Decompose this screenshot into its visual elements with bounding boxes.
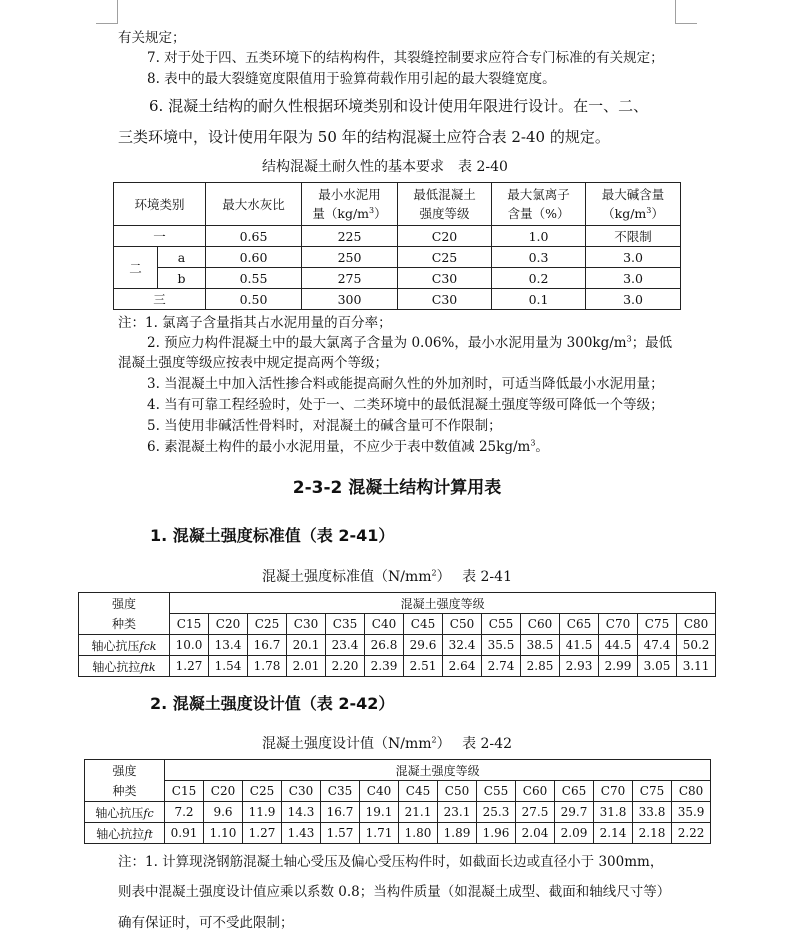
value-cell: 1.80 — [399, 823, 438, 844]
table-header-row — [114, 183, 681, 226]
table-row — [114, 226, 681, 247]
cell-sub: b — [158, 268, 206, 289]
grade-cell: C30 — [287, 614, 326, 635]
table-40 — [113, 182, 681, 310]
table-row — [114, 289, 681, 310]
value-cell: 1.57 — [321, 823, 360, 844]
grade-cell: C35 — [321, 781, 360, 802]
cell-cement: 225 — [302, 226, 398, 247]
corner-top: 强度 — [85, 760, 165, 781]
table-row — [79, 656, 716, 677]
value-cell: 2.39 — [365, 656, 404, 677]
value-cell: 16.7 — [248, 635, 287, 656]
value-cell: 0.91 — [165, 823, 204, 844]
value-cell: 41.5 — [560, 635, 599, 656]
value-cell: 47.4 — [638, 635, 677, 656]
grade-cell: C75 — [633, 781, 672, 802]
cell-wc: 0.60 — [206, 247, 302, 268]
value-cell: 3.11 — [677, 656, 716, 677]
text-line: 8. 表中的最大裂缝宽度限值用于验算荷载作用引起的最大裂缝宽度。 — [147, 71, 556, 87]
cell-grade: C20 — [398, 226, 492, 247]
crop-mark-right-v — [675, 0, 676, 24]
value-cell: 2.09 — [555, 823, 594, 844]
value-cell: 25.3 — [477, 802, 516, 823]
note-line: 2. 预应力构件混凝土中的最大氯离子含量为 0.06%，最小水泥用量为 $300kg/m^3$；最低 — [147, 334, 673, 351]
cell-grade: C30 — [398, 268, 492, 289]
header-cement: 最小水泥用 量$(kg/m^3)$ — [302, 183, 398, 226]
cell-alkali: 3.0 — [586, 268, 681, 289]
value-cell: 13.4 — [209, 635, 248, 656]
grade-cell: C70 — [599, 614, 638, 635]
value-cell: 29.7 — [555, 802, 594, 823]
grade-cell: C70 — [594, 781, 633, 802]
table-41 — [78, 592, 716, 677]
value-cell: 7.2 — [165, 802, 204, 823]
value-cell: 23.4 — [326, 635, 365, 656]
note-line: 3. 当混凝土中加入活性掺合料或能提高耐久性的外加剂时，可适当降低最小水泥用量； — [147, 376, 664, 392]
value-cell: 2.18 — [633, 823, 672, 844]
table-grades-row — [79, 614, 716, 635]
cell-chloride: 1.0 — [492, 226, 586, 247]
grade-cell: C50 — [443, 614, 482, 635]
cell-cement: 300 — [302, 289, 398, 310]
cell-alkali: 不限制 — [586, 226, 681, 247]
cell-alkali: 3.0 — [586, 289, 681, 310]
cell-chloride: 0.2 — [492, 268, 586, 289]
value-cell: 29.6 — [404, 635, 443, 656]
cell-wc: 0.50 — [206, 289, 302, 310]
grade-cell: C55 — [477, 781, 516, 802]
note-line: 注：1. 计算现浇钢筋混凝土轴心受压及偏心受压构件时，如截面长边或直径小于 300mm， — [118, 854, 664, 870]
value-cell: 1.89 — [438, 823, 477, 844]
header-grade: 最低混凝土 强度等级 — [398, 183, 492, 226]
note-line: 6. 素混凝土构件的最小水泥用量，不应少于表中数值减 $25kg/m^3$。 — [147, 438, 549, 455]
cell-env: 二 — [114, 247, 158, 289]
table-row — [114, 247, 681, 268]
table-header-row — [79, 593, 716, 614]
value-cell: 10.0 — [170, 635, 209, 656]
row-label: 轴心抗拉ft — [85, 823, 165, 844]
note-line: 则表中混凝土强度设计值应乘以系数 0.8；当构件质量（如混凝土成型、截面和轴线尺寸等） — [118, 884, 671, 900]
grade-cell: C80 — [677, 614, 716, 635]
note-line: 混凝土强度等级应按表中规定提高两个等级； — [118, 355, 388, 371]
table-grades-row — [85, 781, 711, 802]
note-line: 4. 当有可靠工程经验时，处于一、二类环境中的最低混凝土强度等级可降低一个等级； — [147, 397, 664, 413]
note-line: 确有保证时，可不受此限制； — [118, 915, 294, 931]
value-cell: 1.43 — [282, 823, 321, 844]
corner-bottom: 种类 — [79, 614, 170, 635]
row-label: 轴心抗压fc — [85, 802, 165, 823]
grade-cell: C65 — [560, 614, 599, 635]
cell-cement: 275 — [302, 268, 398, 289]
header-chloride: 最大氯离子 含量（%） — [492, 183, 586, 226]
text-line: 有关规定； — [118, 30, 186, 46]
value-cell: 32.4 — [443, 635, 482, 656]
grade-cell: C15 — [165, 781, 204, 802]
value-cell: 21.1 — [399, 802, 438, 823]
paragraph-line: 三类环境中，设计使用年限为 50 年的结构混凝土应符合表 2-40 的规定。 — [118, 128, 610, 146]
value-cell: 1.27 — [170, 656, 209, 677]
corner-top: 强度 — [79, 593, 170, 614]
cell-cement: 250 — [302, 247, 398, 268]
value-cell: 33.8 — [633, 802, 672, 823]
value-cell: 23.1 — [438, 802, 477, 823]
row-label: 轴心抗拉ftk — [79, 656, 170, 677]
value-cell: 35.9 — [672, 802, 711, 823]
cell-env: 一 — [114, 226, 206, 247]
value-cell: 2.93 — [560, 656, 599, 677]
value-cell: 20.1 — [287, 635, 326, 656]
grade-cell: C15 — [170, 614, 209, 635]
header-env: 环境类别 — [114, 183, 206, 226]
value-cell: 2.04 — [516, 823, 555, 844]
value-cell: 2.01 — [287, 656, 326, 677]
note-line: 5. 当使用非碱活性骨料时，对混凝土的碱含量可不作限制； — [147, 418, 502, 434]
table-40-title: 结构混凝土耐久性的基本要求 表 2-40 — [262, 159, 508, 175]
cell-wc: 0.65 — [206, 226, 302, 247]
grade-cell: C75 — [638, 614, 677, 635]
cell-grade: C30 — [398, 289, 492, 310]
value-cell: 1.27 — [243, 823, 282, 844]
header-alkali: 最大碱含量 $(kg/m^3)$ — [586, 183, 681, 226]
grade-cell: C50 — [438, 781, 477, 802]
value-cell: 35.5 — [482, 635, 521, 656]
crop-mark-left-v — [117, 0, 118, 24]
subsection-heading-42: 2. 混凝土强度设计值（表 2-42） — [150, 694, 395, 713]
value-cell: 16.7 — [321, 802, 360, 823]
value-cell: 2.99 — [599, 656, 638, 677]
grade-cell: C20 — [204, 781, 243, 802]
grade-cell: C60 — [521, 614, 560, 635]
cell-grade: C25 — [398, 247, 492, 268]
note-line: 注：1. 氯离子含量指其占水泥用量的百分率； — [118, 315, 392, 331]
grade-cell: C35 — [326, 614, 365, 635]
value-cell: 9.6 — [204, 802, 243, 823]
grade-cell: C60 — [516, 781, 555, 802]
grade-cell: C20 — [209, 614, 248, 635]
cell-alkali: 3.0 — [586, 247, 681, 268]
table-42 — [84, 759, 711, 844]
value-cell: 1.96 — [477, 823, 516, 844]
cell-wc: 0.55 — [206, 268, 302, 289]
value-cell: 2.74 — [482, 656, 521, 677]
grade-cell: C40 — [365, 614, 404, 635]
value-cell: 1.54 — [209, 656, 248, 677]
cell-chloride: 0.1 — [492, 289, 586, 310]
value-cell: 2.20 — [326, 656, 365, 677]
value-cell: 1.78 — [248, 656, 287, 677]
table-row — [85, 823, 711, 844]
grade-cell: C40 — [360, 781, 399, 802]
grade-cell: C25 — [243, 781, 282, 802]
value-cell: 2.22 — [672, 823, 711, 844]
cell-env: 三 — [114, 289, 206, 310]
grade-cell: C55 — [482, 614, 521, 635]
value-cell: 26.8 — [365, 635, 404, 656]
value-cell: 27.5 — [516, 802, 555, 823]
value-cell: 44.5 — [599, 635, 638, 656]
row-label: 轴心抗压fck — [79, 635, 170, 656]
grade-cell: C30 — [282, 781, 321, 802]
section-heading: 2-3-2 混凝土结构计算用表 — [292, 478, 502, 498]
text-line: 7. 对于处于四、五类环境下的结构构件，其裂缝控制要求应符合专门标准的有关规定； — [147, 50, 664, 66]
value-cell: 1.71 — [360, 823, 399, 844]
header-grade: 混凝土强度等级 — [165, 760, 711, 781]
value-cell: 2.64 — [443, 656, 482, 677]
grade-cell: C25 — [248, 614, 287, 635]
table-header-row — [85, 760, 711, 781]
header-grade: 混凝土强度等级 — [170, 593, 716, 614]
table-row — [85, 802, 711, 823]
corner-bottom: 种类 — [85, 781, 165, 802]
paragraph-line: 6. 混凝土结构的耐久性根据环境类别和设计使用年限进行设计。在一、二、 — [149, 97, 649, 115]
value-cell: 50.2 — [677, 635, 716, 656]
grade-cell: C80 — [672, 781, 711, 802]
value-cell: 14.3 — [282, 802, 321, 823]
value-cell: 2.51 — [404, 656, 443, 677]
value-cell: 2.85 — [521, 656, 560, 677]
table-42-title: 混凝土强度设计值$(N/mm^2)$ 表 2-42 — [262, 735, 512, 752]
value-cell: 1.10 — [204, 823, 243, 844]
value-cell: 2.14 — [594, 823, 633, 844]
grade-cell: C65 — [555, 781, 594, 802]
value-cell: 38.5 — [521, 635, 560, 656]
header-wc: 最大水灰比 — [206, 183, 302, 226]
value-cell: 3.05 — [638, 656, 677, 677]
value-cell: 11.9 — [243, 802, 282, 823]
table-row — [79, 635, 716, 656]
subsection-heading-41: 1. 混凝土强度标准值（表 2-41） — [150, 526, 395, 545]
cell-chloride: 0.3 — [492, 247, 586, 268]
value-cell: 19.1 — [360, 802, 399, 823]
table-41-title: 混凝土强度标准值$(N/mm^2)$ 表 2-41 — [262, 568, 512, 585]
cell-sub: a — [158, 247, 206, 268]
crop-mark-right-h — [676, 23, 697, 24]
grade-cell: C45 — [399, 781, 438, 802]
table-row — [114, 268, 681, 289]
grade-cell: C45 — [404, 614, 443, 635]
value-cell: 31.8 — [594, 802, 633, 823]
crop-mark-left-h — [96, 23, 117, 24]
